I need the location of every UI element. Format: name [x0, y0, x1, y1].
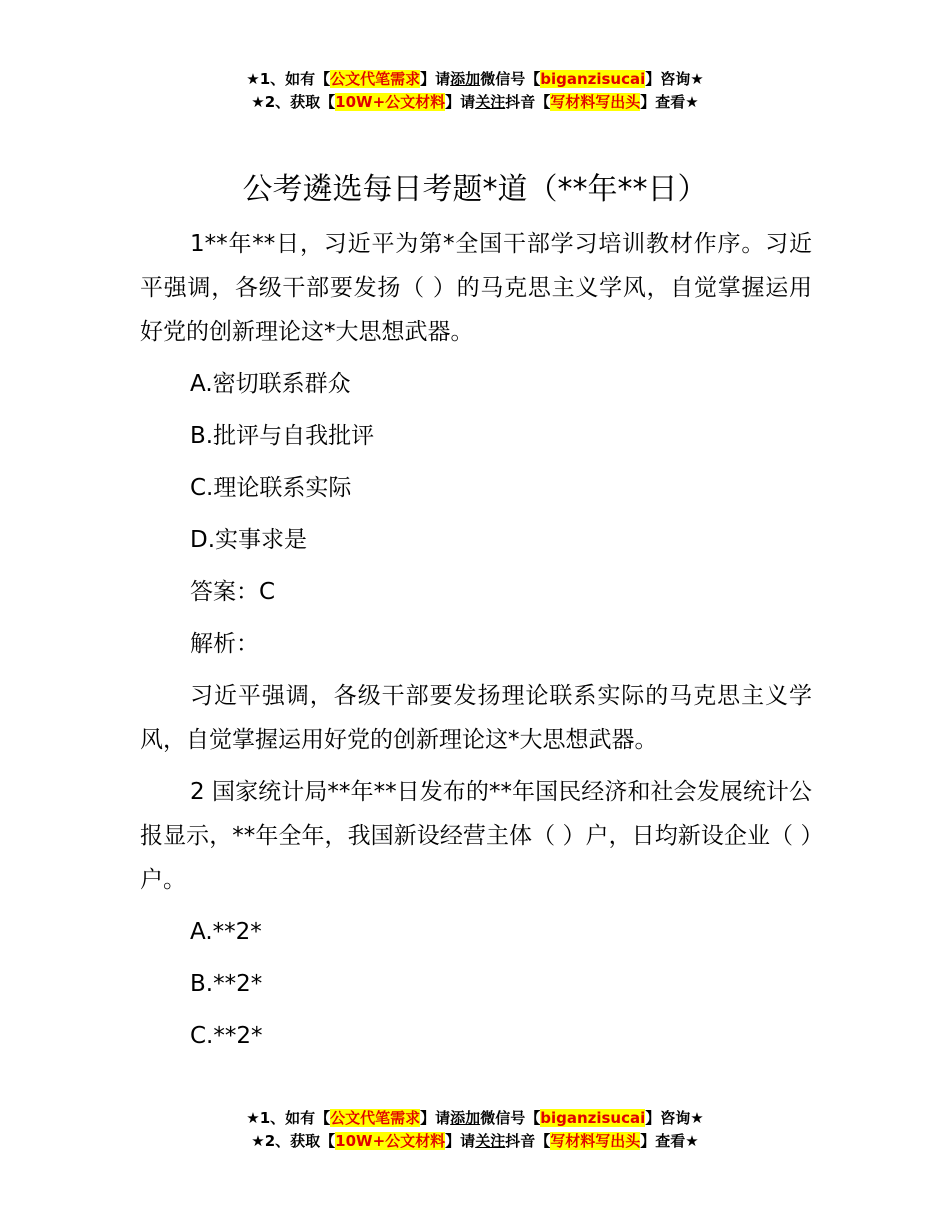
document-body [140, 222, 812, 1066]
promo-text: 1、如有【 [259, 1109, 331, 1127]
star-icon: ★ [685, 93, 699, 111]
star-icon: ★ [246, 70, 260, 88]
promo-text: 】咨询 [645, 1109, 691, 1127]
promo-text: 】请 [420, 70, 451, 88]
douyin-highlight: 写材料写出头 [550, 93, 641, 111]
promo-underlined: 关注 [475, 1132, 506, 1150]
question-1-option-b: B.批评与自我批评 [190, 423, 375, 449]
promo-text: 抖音【 [505, 1132, 551, 1150]
question-2-option-a: A.**2* [190, 919, 262, 945]
star-icon: ★ [685, 1132, 699, 1150]
douyin-highlight: 写材料写出头 [550, 1132, 641, 1150]
promo-text: 微信号【 [480, 70, 541, 88]
promo-text: 抖音【 [505, 93, 551, 111]
promo-text: 】请 [445, 93, 476, 111]
promo-text: 2、获取【 [264, 93, 336, 111]
wechat-id-highlight: biganzisucai [540, 1109, 646, 1127]
star-icon: ★ [690, 70, 704, 88]
star-icon: ★ [251, 1132, 265, 1150]
promo-line-1 [0, 68, 950, 91]
question-1-option-a: A.密切联系群众 [190, 371, 351, 397]
promo-line-2 [0, 1130, 950, 1153]
promo-text: 】请 [420, 1109, 451, 1127]
promo-text: 】查看 [640, 93, 686, 111]
promo-underlined: 添加 [450, 70, 481, 88]
promo-highlight: 公文代笔需求 [330, 70, 421, 88]
question-1-option-d: D.实事求是 [190, 527, 308, 553]
question-1-text: 1**年**日，习近平为第*全国干部学习培训教材作序。习近平强调，各级干部要发扬（ ）的马克思主义学风，自觉掌握运用好党的创新理论这*大思想武器。 [140, 231, 812, 345]
document-title: 公考遴选每日考题*道（**年**日） [242, 172, 708, 207]
promo-text: 】咨询 [645, 70, 691, 88]
promo-text: 微信号【 [480, 1109, 541, 1127]
star-icon: ★ [251, 93, 265, 111]
question-2-text: 2 国家统计局**年**日发布的**年国民经济和社会发展统计公报显示，**年全年，我国新设经营主体（ ）户，日均新设企业（ ）户。 [140, 779, 812, 893]
question-2-option-b: B.**2* [190, 971, 263, 997]
promo-highlight: 10W+公文材料 [335, 93, 446, 111]
promo-underlined: 添加 [450, 1109, 481, 1127]
promo-highlight: 10W+公文材料 [335, 1132, 446, 1150]
promo-banner-bottom [0, 1107, 950, 1153]
star-icon: ★ [246, 1109, 260, 1127]
promo-text: 2、获取【 [264, 1132, 336, 1150]
star-icon: ★ [690, 1109, 704, 1127]
question-1-analysis-label: 解析： [190, 631, 259, 657]
promo-banner-top [0, 68, 950, 114]
promo-text: 1、如有【 [259, 70, 331, 88]
question-2-option-c: C.**2* [190, 1023, 263, 1049]
wechat-id-highlight: biganzisucai [540, 70, 646, 88]
question-1-answer: 答案：C [190, 579, 276, 605]
promo-line-1 [0, 1107, 950, 1130]
promo-text: 】请 [445, 1132, 476, 1150]
promo-highlight: 公文代笔需求 [330, 1109, 421, 1127]
question-1-analysis: 习近平强调，各级干部要发扬理论联系实际的马克思主义学风，自觉掌握运用好党的创新理论这*大思想武器。 [140, 683, 812, 753]
question-1-option-c: C.理论联系实际 [190, 475, 352, 501]
promo-line-2 [0, 91, 950, 114]
promo-text: 】查看 [640, 1132, 686, 1150]
promo-underlined: 关注 [475, 93, 506, 111]
